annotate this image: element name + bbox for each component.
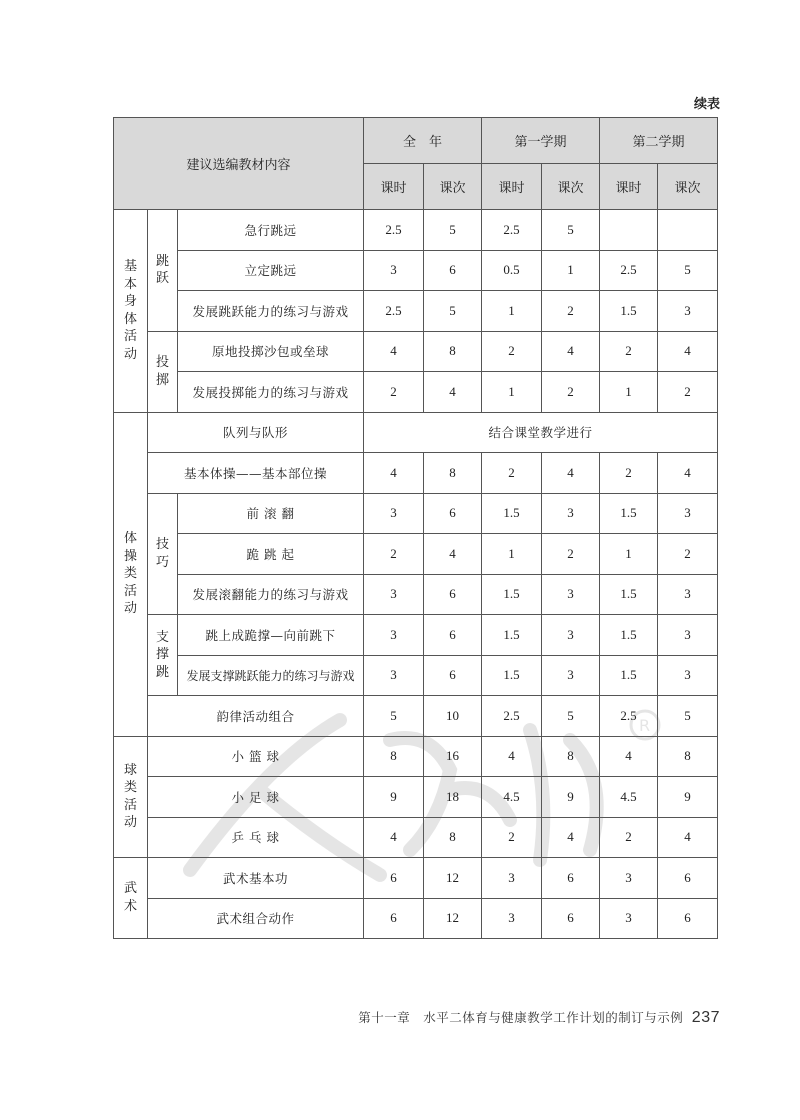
- table-row: [114, 453, 718, 494]
- cell-value: 4.5: [482, 777, 542, 818]
- table-row: [114, 534, 718, 575]
- category-wushu-label: 武 术: [123, 881, 137, 914]
- cell-value: 6: [364, 858, 424, 899]
- cell-value: 5: [424, 210, 482, 251]
- cell-value: 2: [658, 534, 718, 575]
- cell-value: 2: [482, 453, 542, 494]
- cell-value: 2: [482, 331, 542, 372]
- cell-value: [600, 210, 658, 251]
- table-row: [114, 898, 718, 939]
- cell-value: 8: [424, 331, 482, 372]
- cell-value: 6: [424, 655, 482, 696]
- subcategory-throw: [148, 331, 178, 412]
- cell-value: 18: [424, 777, 482, 818]
- cell-value: 4: [424, 534, 482, 575]
- hours-header: 课时: [364, 164, 424, 210]
- footer-chapter-title: 第十一章 水平二体育与健康教学工作计划的制订与示例: [358, 1010, 684, 1025]
- cell-value: 1.5: [600, 493, 658, 534]
- cell-value: 4: [364, 817, 424, 858]
- cell-value: 1.5: [482, 615, 542, 656]
- cell-value: 8: [424, 453, 482, 494]
- subcategory-jump-label: 跳 跃: [155, 253, 169, 287]
- continued-label: 续表: [693, 97, 720, 112]
- page-footer: [358, 1008, 720, 1027]
- subcategory-support-label: 支 撑 跳: [155, 629, 169, 680]
- cell-value: 6: [424, 250, 482, 291]
- item-name: 发展投掷能力的练习与游戏: [178, 372, 364, 413]
- cell-value: 5: [424, 291, 482, 332]
- cell-value: 3: [364, 250, 424, 291]
- cell-value: 2: [658, 372, 718, 413]
- table-row: [114, 817, 718, 858]
- cell-value: 3: [542, 655, 600, 696]
- category-gym-label: 体 操 类 活 动: [123, 531, 137, 617]
- cell-value: 3: [658, 655, 718, 696]
- cell-value: 4: [658, 453, 718, 494]
- cell-value: 6: [658, 858, 718, 899]
- hours-header: 课时: [482, 164, 542, 210]
- term2-header: 第二学期: [600, 118, 718, 164]
- cell-value: 6: [424, 493, 482, 534]
- table-row: [114, 210, 718, 251]
- cell-value: 2.5: [482, 696, 542, 737]
- item-name: 急行跳远: [178, 210, 364, 251]
- cell-value: 6: [424, 574, 482, 615]
- merged-note: 结合课堂教学进行: [364, 412, 718, 453]
- subcategory-throw-label: 投 掷: [155, 354, 169, 388]
- cell-value: 2: [542, 534, 600, 575]
- cell-value: 3: [600, 858, 658, 899]
- cell-value: 1.5: [600, 291, 658, 332]
- table-row: [114, 736, 718, 777]
- cell-value: 4: [542, 817, 600, 858]
- cell-value: 8: [658, 736, 718, 777]
- cell-value: 4: [600, 736, 658, 777]
- subcategory-jump: [148, 210, 178, 332]
- item-name: 小 篮 球: [148, 736, 364, 777]
- cell-value: 16: [424, 736, 482, 777]
- table-row: [114, 412, 718, 453]
- item-name: 跳上成跪撑—向前跳下: [178, 615, 364, 656]
- cell-value: 3: [658, 574, 718, 615]
- cell-value: 12: [424, 898, 482, 939]
- cell-value: [658, 210, 718, 251]
- cell-value: 2: [542, 291, 600, 332]
- item-name: 基本体操——基本部位操: [148, 453, 364, 494]
- cell-value: 3: [600, 898, 658, 939]
- content-header: 建议选编教材内容: [114, 118, 364, 210]
- cell-value: 6: [658, 898, 718, 939]
- cell-value: 8: [364, 736, 424, 777]
- cell-value: 2.5: [600, 696, 658, 737]
- item-name: 小 足 球: [148, 777, 364, 818]
- cell-value: 2.5: [364, 210, 424, 251]
- table-row: [114, 291, 718, 332]
- sessions-header: 课次: [542, 164, 600, 210]
- table-row: [114, 777, 718, 818]
- cell-value: 3: [542, 493, 600, 534]
- table-row: [114, 331, 718, 372]
- term1-header: 第一学期: [482, 118, 600, 164]
- cell-value: 4: [364, 331, 424, 372]
- cell-value: 3: [658, 615, 718, 656]
- item-name: 原地投掷沙包或垒球: [178, 331, 364, 372]
- cell-value: 6: [542, 858, 600, 899]
- cell-value: 5: [658, 250, 718, 291]
- cell-value: 6: [364, 898, 424, 939]
- cell-value: 5: [542, 696, 600, 737]
- cell-value: 8: [424, 817, 482, 858]
- cell-value: 3: [364, 574, 424, 615]
- cell-value: 3: [364, 493, 424, 534]
- cell-value: 9: [364, 777, 424, 818]
- item-name: 发展跳跃能力的练习与游戏: [178, 291, 364, 332]
- cell-value: 1.5: [600, 574, 658, 615]
- item-name: 立定跳远: [178, 250, 364, 291]
- cell-value: 4: [482, 736, 542, 777]
- item-name: 跪 跳 起: [178, 534, 364, 575]
- cell-value: 3: [364, 615, 424, 656]
- cell-value: 4.5: [600, 777, 658, 818]
- item-name: 乒 乓 球: [148, 817, 364, 858]
- cell-value: 3: [364, 655, 424, 696]
- cell-value: 2: [600, 817, 658, 858]
- curriculum-table: [113, 117, 718, 939]
- cell-value: 2: [364, 534, 424, 575]
- item-name: 队列与队形: [148, 412, 364, 453]
- table-row: [114, 574, 718, 615]
- category-basic: [114, 210, 148, 413]
- category-basic-label: 基 本 身 体 活 动: [123, 259, 137, 362]
- full-year-header: 全 年: [364, 118, 482, 164]
- cell-value: 5: [658, 696, 718, 737]
- cell-value: 1.5: [600, 655, 658, 696]
- cell-value: 9: [658, 777, 718, 818]
- cell-value: 12: [424, 858, 482, 899]
- cell-value: 2.5: [364, 291, 424, 332]
- cell-value: 1.5: [482, 655, 542, 696]
- cell-value: 3: [658, 493, 718, 534]
- svg-text:R: R: [639, 716, 651, 735]
- cell-value: 4: [542, 453, 600, 494]
- cell-value: 4: [658, 331, 718, 372]
- category-ball-label: 球 类 活 动: [123, 762, 137, 831]
- cell-value: 3: [482, 898, 542, 939]
- cell-value: 4: [364, 453, 424, 494]
- cell-value: 3: [542, 615, 600, 656]
- cell-value: 2: [542, 372, 600, 413]
- hours-header: 课时: [600, 164, 658, 210]
- item-name: 武术组合动作: [148, 898, 364, 939]
- category-gym: [114, 412, 148, 736]
- cell-value: 0.5: [482, 250, 542, 291]
- table-row: [114, 858, 718, 899]
- cell-value: 2: [600, 331, 658, 372]
- cell-value: 1.5: [482, 493, 542, 534]
- cell-value: 10: [424, 696, 482, 737]
- table-row: [114, 372, 718, 413]
- subcategory-support: [148, 615, 178, 696]
- cell-value: 1: [482, 372, 542, 413]
- item-name: 武术基本功: [148, 858, 364, 899]
- cell-value: 1: [542, 250, 600, 291]
- cell-value: 4: [658, 817, 718, 858]
- category-ball: [114, 736, 148, 858]
- table-row: [114, 615, 718, 656]
- cell-value: 2.5: [600, 250, 658, 291]
- cell-value: 8: [542, 736, 600, 777]
- cell-value: 9: [542, 777, 600, 818]
- cell-value: 2.5: [482, 210, 542, 251]
- cell-value: 2: [482, 817, 542, 858]
- cell-value: 4: [424, 372, 482, 413]
- item-name: 韵律活动组合: [148, 696, 364, 737]
- cell-value: 3: [482, 858, 542, 899]
- cell-value: 3: [658, 291, 718, 332]
- sessions-header: 课次: [424, 164, 482, 210]
- cell-value: 2: [600, 453, 658, 494]
- cell-value: 1: [482, 534, 542, 575]
- cell-value: 1: [600, 534, 658, 575]
- cell-value: 3: [542, 574, 600, 615]
- category-wushu: [114, 858, 148, 939]
- page-number: 237: [691, 1009, 720, 1026]
- cell-value: 5: [364, 696, 424, 737]
- cell-value: 1.5: [482, 574, 542, 615]
- item-name: 发展支撑跳跃能力的练习与游戏: [178, 655, 364, 696]
- subcategory-skill: [148, 493, 178, 615]
- cell-value: 1.5: [600, 615, 658, 656]
- table-row: [114, 696, 718, 737]
- cell-value: 6: [542, 898, 600, 939]
- table-row: [114, 493, 718, 534]
- table-row: [114, 250, 718, 291]
- cell-value: 1: [600, 372, 658, 413]
- item-name: 发展滚翻能力的练习与游戏: [178, 574, 364, 615]
- cell-value: 4: [542, 331, 600, 372]
- subcategory-skill-label: 技 巧: [155, 537, 169, 570]
- sessions-header: 课次: [658, 164, 718, 210]
- cell-value: 2: [364, 372, 424, 413]
- cell-value: 1: [482, 291, 542, 332]
- cell-value: 5: [542, 210, 600, 251]
- item-name: 前 滚 翻: [178, 493, 364, 534]
- table-row: [114, 655, 718, 696]
- cell-value: 6: [424, 615, 482, 656]
